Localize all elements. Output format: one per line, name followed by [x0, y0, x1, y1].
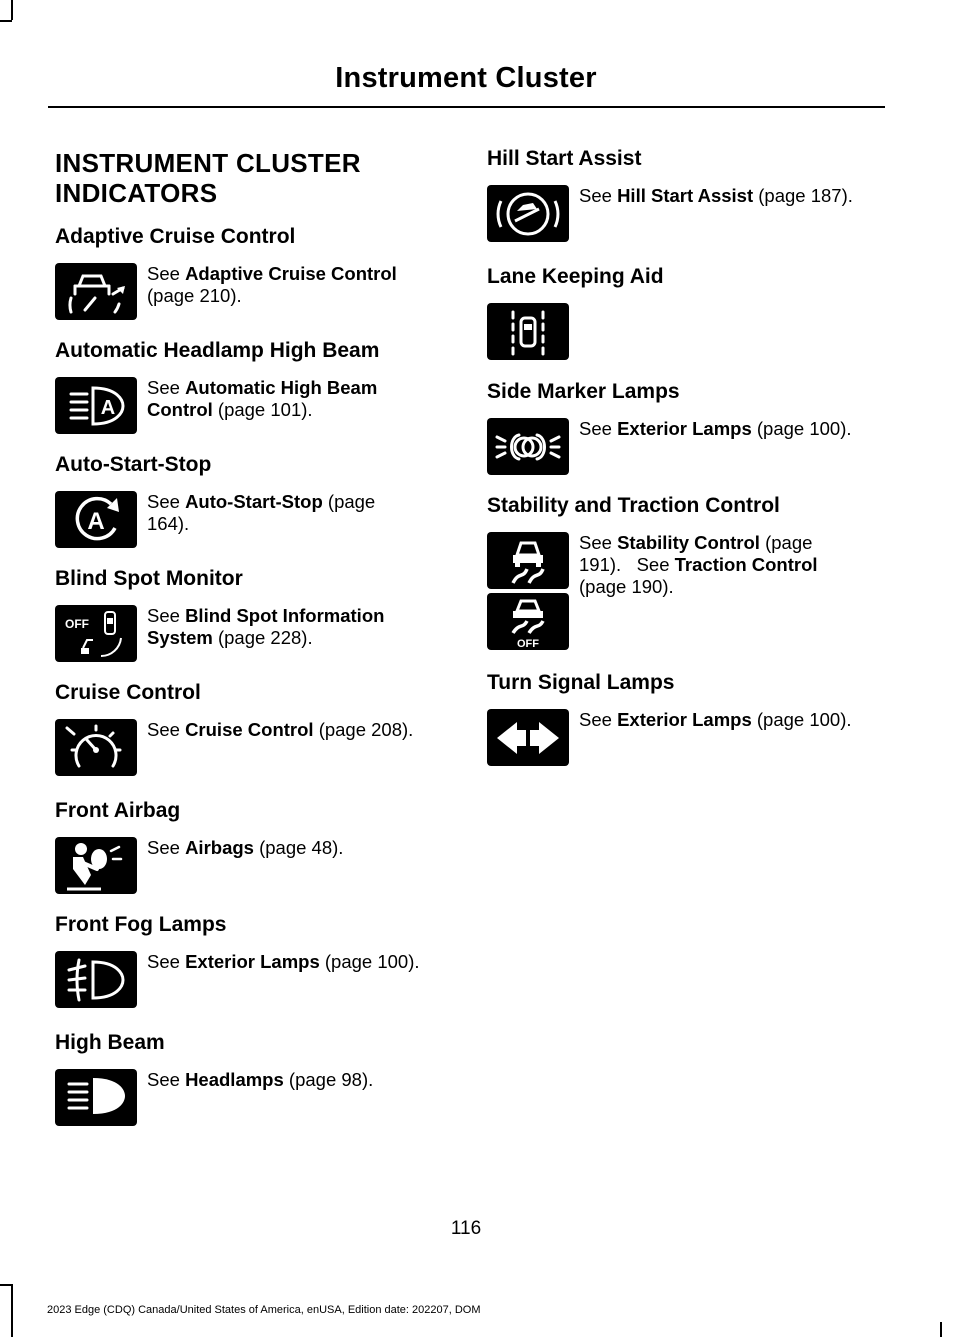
entry-title-turn-signal: Turn Signal Lamps [487, 671, 675, 694]
airbag-icon [55, 837, 137, 894]
ref-front-fog [147, 951, 457, 973]
link-hill-start-assist[interactable]: Hill Start Assist [617, 185, 754, 206]
high-beam-icon [55, 1069, 137, 1126]
icon-letter: A [100, 396, 116, 419]
entry-title-hill-start: Hill Start Assist [487, 147, 642, 170]
fog-lamp-icon [55, 951, 137, 1008]
ref-high-beam [147, 1069, 457, 1091]
crop-mark [11, 0, 13, 20]
link-airbags[interactable]: Airbags [185, 837, 254, 858]
icon-off-label: OFF [65, 616, 89, 631]
adaptive-cruise-icon [55, 263, 137, 320]
ref-auto-start-stop [147, 491, 457, 535]
link-cruise-control[interactable]: Cruise Control [185, 719, 314, 740]
lane-keeping-icon [487, 303, 569, 360]
page-ref: (page 100). [756, 709, 852, 730]
icon-letter: A [87, 507, 105, 535]
entry-title-high-beam: High Beam [55, 1031, 165, 1054]
see-label: See [579, 185, 612, 206]
ref-side-marker [579, 418, 889, 440]
link-traction-control[interactable]: Traction Control [674, 554, 818, 575]
page-ref: (page 210). [147, 285, 242, 306]
page-ref-cont: 191). See [579, 554, 670, 575]
turn-signal-icon [487, 709, 569, 766]
entry-title-auto-start-stop: Auto-Start-Stop [55, 453, 212, 476]
page-header: Instrument Cluster [335, 62, 597, 94]
see-label: See [147, 605, 180, 626]
entry-title-cruise-control: Cruise Control [55, 681, 201, 704]
link-automatic-high-beam[interactable]: Automatic High Beam [185, 377, 378, 398]
see-label: See [147, 837, 180, 858]
side-marker-icon [487, 418, 569, 475]
crop-mark [0, 1284, 12, 1286]
see-label: See [147, 1069, 180, 1090]
section-title-line1: INSTRUMENT CLUSTER [55, 148, 361, 178]
page-ref: (page 100). [324, 951, 420, 972]
link-adaptive-cruise-control[interactable]: Adaptive Cruise Control [185, 263, 397, 284]
section-title [55, 148, 361, 208]
entry-title-adaptive-cruise: Adaptive Cruise Control [55, 225, 296, 248]
ref-blind-spot [147, 605, 457, 649]
link-blind-spot-cont[interactable]: System [147, 627, 213, 648]
page-ref: (page 101). [217, 399, 313, 420]
see-label: See [147, 491, 180, 512]
ref-adaptive-cruise [147, 263, 457, 307]
entry-title-blind-spot: Blind Spot Monitor [55, 567, 243, 590]
crop-mark [0, 20, 12, 22]
see-label: See [579, 532, 612, 553]
page-ref: (page 48). [259, 837, 344, 858]
see-label: See [147, 377, 180, 398]
section-title-line2: INDICATORS [55, 178, 218, 208]
link-headlamps[interactable]: Headlamps [185, 1069, 284, 1090]
page-ref: (page 98). [288, 1069, 374, 1090]
ref-front-airbag [147, 837, 457, 859]
auto-start-stop-icon [55, 491, 137, 548]
footer-text: 2023 Edge (CDQ) Canada/United States of America, enUSA, Edition date: 202207, DOM [47, 1304, 481, 1316]
see-label: See [579, 709, 612, 730]
ref-auto-high-beam [147, 377, 457, 421]
link-exterior-lamps[interactable]: Exterior Lamps [617, 418, 752, 439]
page-ref: (page [765, 532, 813, 553]
entry-title-auto-high-beam: Automatic Headlamp High Beam [55, 339, 380, 362]
entry-title-front-airbag: Front Airbag [55, 799, 181, 822]
auto-high-beam-icon [55, 377, 137, 434]
header-rule [48, 106, 885, 108]
see-label: See [147, 951, 180, 972]
hill-start-icon [487, 185, 569, 242]
page-number: 116 [450, 1218, 482, 1239]
link-blind-spot[interactable]: Blind Spot Information [185, 605, 385, 626]
entry-title-stability: Stability and Traction Control [487, 494, 780, 517]
page-ref: (page 208). [318, 719, 414, 740]
link-stability-control[interactable]: Stability Control [617, 532, 760, 553]
page-ref-cont: 164). [147, 513, 190, 534]
blind-spot-off-icon [55, 605, 137, 662]
ref-turn-signal [579, 709, 889, 731]
page-ref: (page 187). [758, 185, 853, 206]
stability-control-icon [487, 532, 569, 589]
page-ref: (page [327, 491, 376, 512]
ref-stability [579, 532, 889, 598]
link-auto-start-stop[interactable]: Auto-Start-Stop [185, 491, 323, 512]
ref-cruise-control [147, 719, 457, 741]
traction-off-icon [487, 593, 569, 650]
crop-mark [11, 1284, 13, 1337]
icon-off-label: OFF [517, 637, 539, 649]
see-label: See [147, 719, 180, 740]
see-label: See [579, 418, 612, 439]
ref-hill-start [579, 185, 889, 207]
link-exterior-lamps[interactable]: Exterior Lamps [185, 951, 320, 972]
link-automatic-high-beam-cont[interactable]: Control [147, 399, 213, 420]
page-ref-traction: (page 190). [579, 576, 674, 597]
link-exterior-lamps[interactable]: Exterior Lamps [617, 709, 752, 730]
page-ref: (page 228). [217, 627, 313, 648]
crop-mark [940, 1322, 942, 1337]
see-label: See [147, 263, 180, 284]
entry-title-side-marker: Side Marker Lamps [487, 380, 680, 403]
entry-title-front-fog: Front Fog Lamps [55, 913, 227, 936]
page-ref: (page 100). [756, 418, 852, 439]
entry-title-lane-keeping: Lane Keeping Aid [487, 265, 664, 288]
cruise-control-icon [55, 719, 137, 776]
